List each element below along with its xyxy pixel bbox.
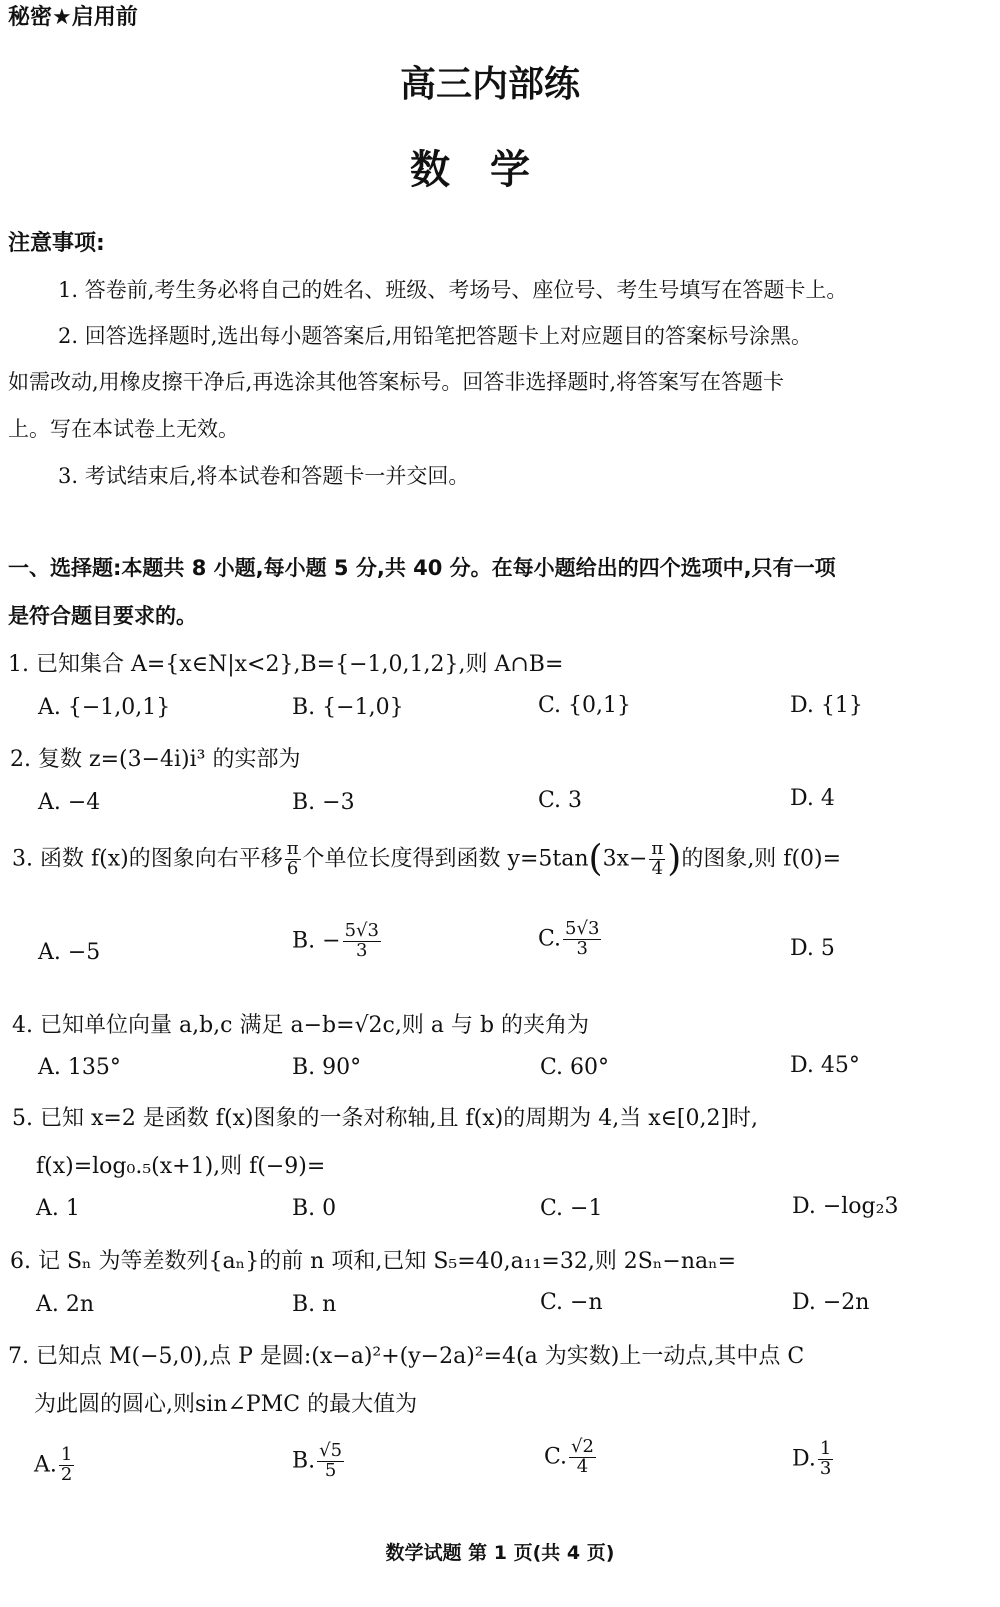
notice-item-3: 3. 考试结束后,将本试卷和答题卡一并交回。 [58,464,470,488]
question-1-option-d: D. {1} [790,693,863,718]
question-5-option-c: C. −1 [540,1196,603,1221]
q7-option-c-denominator: 4 [576,1455,589,1477]
notice-item-1: 1. 答卷前,考生务必将自己的姓名、班级、考场号、座位号、考生号填写在答题卡上。 [58,278,848,302]
confidential-mark: 秘密★启用前 [8,5,138,30]
question-2-option-b: B. −3 [292,790,355,815]
q7-option-b-fraction [317,1442,344,1481]
q7-option-d-denominator: 3 [819,1457,832,1479]
q7-option-b-denominator: 5 [324,1459,337,1481]
notice-heading: 注意事项: [8,231,105,256]
question-3-option-b [292,922,383,961]
q7-option-d-fraction [818,1440,833,1479]
q7-option-d-label: D. [792,1446,816,1472]
q3-fraction-pi-6 [285,840,301,879]
notice-item-2-end: 上。写在本试卷上无效。 [8,417,239,441]
question-5-option-a: A. 1 [36,1196,80,1221]
question-7-option-c [544,1438,598,1477]
section-heading-cont: 是符合题目要求的。 [8,604,197,628]
question-1-option-b: B. {−1,0} [292,695,404,720]
q7-option-d-numerator: 1 [819,1438,832,1459]
q3-frac1-denominator: 6 [286,857,299,879]
q7-option-b-numerator: √5 [319,1440,343,1461]
q3-option-c-label: C. [538,926,562,952]
question-6-option-d: D. −2n [792,1290,870,1315]
q3-option-b-denominator: 3 [356,939,368,961]
q7-option-b-label: B. [292,1448,316,1474]
question-7-option-d [792,1440,835,1479]
question-1-option-a: A. {−1,0,1} [38,695,171,720]
question-1-stem: 1. 已知集合 A={x∈N|x<2},B={−1,0,1,2},则 A∩B= [8,652,564,677]
q3-frac2-numerator: π [651,838,664,859]
q3-stem-part-d: 的图象,则 f(0)= [681,846,842,872]
question-5-option-d: D. −log₂3 [792,1194,899,1219]
question-4-stem: 4. 已知单位向量 a,b,c 满足 a−b=√2c,则 a 与 b 的夹角为 [12,1013,590,1038]
question-5-stem-cont: f(x)=log₀.₅(x+1),则 f(−9)= [36,1154,326,1179]
question-2-option-d: D. 4 [790,786,835,811]
q3-fraction-pi-4 [649,840,665,879]
q3-option-b-fraction [343,922,381,961]
question-4-option-c: C. 60° [540,1055,610,1080]
q3-option-c-denominator: 3 [576,937,588,959]
q3-option-c-numerator: 5√3 [565,918,600,939]
q3-stem-part-b: 个单位长度得到函数 y=5tan [302,846,589,872]
question-2-option-a: A. −4 [38,790,101,815]
question-1-option-c: C. {0,1} [538,693,632,718]
q7-option-c-label: C. [544,1444,568,1470]
question-4-option-a: A. 135° [38,1055,121,1080]
q7-option-c-numerator: √2 [571,1436,594,1457]
q3-frac2-denominator: 4 [651,857,664,879]
q3-option-b-numerator: 5√3 [344,920,379,941]
question-3-option-c [538,920,603,959]
q3-frac1-numerator: π [286,838,299,859]
question-7-option-b [292,1442,346,1481]
question-7-stem-cont: 为此圆的圆心,则sin∠PMC 的最大值为 [34,1392,418,1417]
question-5-option-b: B. 0 [292,1196,337,1221]
notice-item-2: 2. 回答选择题时,选出每小题答案后,用铅笔把答题卡上对应题目的答案标号涂黑。 [58,324,813,348]
question-6-option-a: A. 2n [36,1292,95,1317]
subject-title: 数学 [410,146,570,193]
question-6-stem: 6. 记 Sₙ 为等差数列{aₙ}的前 n 项和,已知 S₅=40,a₁₁=32,则 2Sₙ−naₙ= [10,1249,737,1274]
q7-option-a-label: A. [34,1452,57,1478]
question-4-option-d: D. 45° [790,1053,860,1078]
q7-option-a-denominator: 2 [60,1463,73,1485]
exam-title: 高三内部练 [399,63,580,105]
question-7-stem: 7. 已知点 M(−5,0),点 P 是圆:(x−a)²+(y−2a)²=4(a 为实数)上一动点,其中点 C [8,1344,805,1369]
question-6-option-b: B. n [292,1292,337,1317]
section-heading: 一、选择题:本题共 8 小题,每小题 5 分,共 40 分。在每小题给出的四个选项中,只有一项 [8,556,836,580]
question-2-option-c: C. 3 [538,788,583,813]
question-7-option-a [34,1446,76,1485]
question-3-option-a: A. −5 [38,940,101,965]
q3-option-c-fraction [563,920,601,959]
notice-item-2-cont: 如需改动,用橡皮擦干净后,再选涂其他答案标号。回答非选择题时,将答案写在答题卡 [8,370,785,394]
q7-option-c-fraction [569,1438,596,1477]
question-5-stem: 5. 已知 x=2 是函数 f(x)图象的一条对称轴,且 f(x)的周期为 4,当 x∈[0,2]时, [12,1106,759,1131]
question-3-stem: 3. 函数 f(x)的图象向右平移 $\frac{\pi}{6}$ 个单位长度得到函数 y=5tan(3x− $\frac{\pi}{4}$ )的图象,则 f(0)= [12,838,842,880]
question-2-stem: 2. 复数 z=(3−4i)i³ 的实部为 [10,747,301,772]
q3-stem-part-c: 3x− [602,846,648,872]
q3-option-b-label: B. − [292,928,341,954]
q7-option-a-fraction [59,1446,74,1485]
q3-stem-part-a: 3. 函数 f(x)的图象向右平移 [12,846,283,872]
question-3-option-d: D. 5 [790,936,835,961]
q7-option-a-numerator: 1 [60,1444,73,1465]
question-4-option-b: B. 90° [292,1055,362,1080]
question-6-option-c: C. −n [540,1290,603,1315]
page-footer: 数学试题 第 1 页(共 4 页) [385,1542,615,1564]
